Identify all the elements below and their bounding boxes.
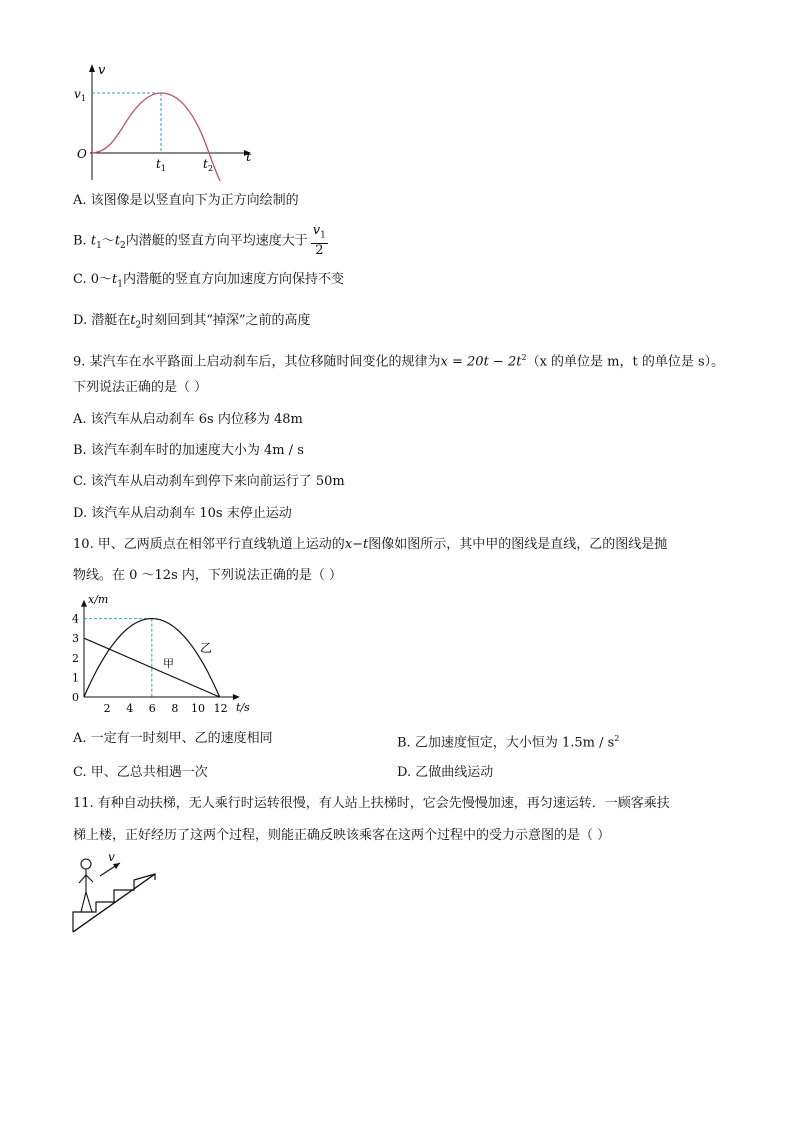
q9-stem: 9. 某汽车在水平路面上启动刹车后，其位移随时间变化的规律为 (73, 354, 441, 370)
q9-option-a: A. 该汽车从启动刹车 6s 内位移为 48m (73, 412, 303, 427)
q8-option-d-t-sub: 2 (135, 320, 142, 331)
v1-label-sub: 1 (81, 94, 87, 103)
q8-option-b-tilde: ～ (101, 233, 115, 249)
q8-option-c-t: t (112, 272, 118, 287)
person-leg-left (81, 892, 86, 912)
t1-label: t (156, 157, 161, 171)
q8-option-d-t: t (130, 313, 136, 328)
q10-option-c: C. 甲、乙总共相遇一次 (73, 765, 208, 780)
q10-option-d: D. 乙做曲线运动 (397, 765, 494, 780)
q11-stem-line1: 11. 有种自动扶梯，无人乘行时运转很慢，有人站上扶梯时，它会先慢慢加速，再匀速运转．一顾客乘扶 (73, 796, 670, 811)
q8-option-d-text: 时刻回到其“掉深”之前的高度 (141, 313, 311, 328)
q8-option-b-t2-sub: 2 (120, 240, 126, 251)
origin-label: O (77, 147, 87, 161)
q8-option-b-frac-num-sub: 1 (320, 230, 326, 241)
person-arm-left (79, 875, 86, 883)
x-tick-label: 6 (148, 702, 156, 715)
q10-stem-line1 (73, 536, 667, 554)
person-arm-right (86, 875, 93, 882)
y-tick-label: 1 (72, 671, 79, 685)
q8-option-b-fraction (311, 224, 328, 258)
q9-stem-line1 (73, 349, 724, 371)
q8-option-b-text: 内潜艇的竖直方向平均速度大于 (125, 233, 308, 249)
q10-option-a: A. 一定有一时刻甲、乙的速度相同 (73, 731, 273, 746)
v-axis-arrow (89, 64, 95, 72)
q8-option-b-t1: t (90, 233, 97, 249)
q8-option-c-text: 内潜艇的竖直方向加速度方向保持不变 (123, 272, 345, 287)
q9-option-d: D. 该汽车从启动刹车 10s 末停止运动 (73, 506, 292, 521)
x-tick-label: 10 (191, 702, 205, 715)
q9-stem-tail: （x 的单位是 m，t 的单位是 s）。 (526, 354, 725, 370)
x-tick-label: 8 (171, 702, 179, 715)
q8-option-a: A. 该图像是以竖直向下为正方向绘制的 (73, 193, 299, 208)
y-tick-label: 3 (72, 632, 79, 646)
t2-label-sub: 2 (208, 164, 214, 173)
x-axis-arrow (233, 694, 240, 700)
position-time-graph (60, 590, 260, 720)
q8-option-c-t-sub: 1 (117, 279, 123, 290)
y-tick-label: 4 (72, 612, 79, 626)
y-tick-label: 2 (72, 651, 79, 665)
velocity-label: v (108, 850, 115, 864)
person-head (81, 859, 91, 869)
x-tick-label: 12 (213, 702, 228, 715)
escalator-base (73, 874, 155, 932)
q8-option-b-frac-num: v (312, 223, 321, 238)
t2-label: t (203, 157, 208, 171)
q10-stem-line2: 物线。在 0 ～12s 内，下列说法正确的是（ ） (73, 568, 343, 583)
q9-option-c: C. 该汽车从启动刹车到停下来向前运行了 50m (73, 474, 345, 489)
person-leg-right (86, 892, 92, 912)
series-label-yi: 乙 (200, 641, 213, 655)
q8-option-d-prefix: D. 潜艇在 (73, 313, 131, 328)
v1-label: v (74, 87, 81, 101)
y-axis-label: x/m (88, 593, 109, 606)
q8-option-b-t1-sub: 1 (96, 240, 102, 251)
x-tick-label: 4 (126, 702, 134, 715)
q9-formula-sup: 2 (521, 353, 527, 362)
y-tick-label: 0 (72, 691, 79, 704)
q10-option-b-text: B. 乙加速度恒定，大小恒为 1.5m / s (397, 735, 615, 751)
q8-option-b-t2: t (114, 233, 121, 249)
q11-stem-line2: 梯上楼，正好经历了这两个过程，则能正确反映该乘客在这两个过程中的受力示意图的是（ ） (73, 828, 611, 843)
q8-option-b-prefix: B. (73, 233, 91, 249)
q8-option-b (73, 224, 328, 263)
q8-option-b-frac-den: 2 (315, 242, 324, 258)
q8-option-c (73, 271, 344, 294)
escalator-figure (68, 850, 163, 935)
x-tick-label: 2 (103, 702, 111, 715)
q10-option-b (397, 730, 619, 752)
q10-stem-xt: x−t (344, 537, 369, 552)
q9-formula: x = 20t − 2t (440, 354, 522, 370)
y-axis-arrow (81, 600, 87, 607)
q8-option-c-prefix: C. 0～ (73, 272, 113, 287)
x-axis-label: t/s (236, 701, 250, 714)
v-axis-label: v (98, 63, 106, 78)
series-label-jia: 甲 (163, 657, 174, 670)
q10-stem-b: 图像如图所示，其中甲的图线是直线，乙的图线是抛 (368, 537, 668, 552)
t-axis-label: t (246, 150, 252, 165)
q9-option-b: B. 该汽车刹车时的加速度大小为 4m / s (73, 443, 304, 458)
velocity-time-graph (68, 60, 258, 185)
q10-option-b-sup: 2 (614, 734, 620, 743)
q10-stem-a: 10. 甲、乙两质点在相邻平行直线轨道上运动的 (73, 537, 345, 552)
q8-option-d (73, 312, 311, 335)
t1-label-sub: 1 (161, 164, 167, 173)
q9-stem-line2: 下列说法正确的是（ ） (73, 380, 208, 395)
